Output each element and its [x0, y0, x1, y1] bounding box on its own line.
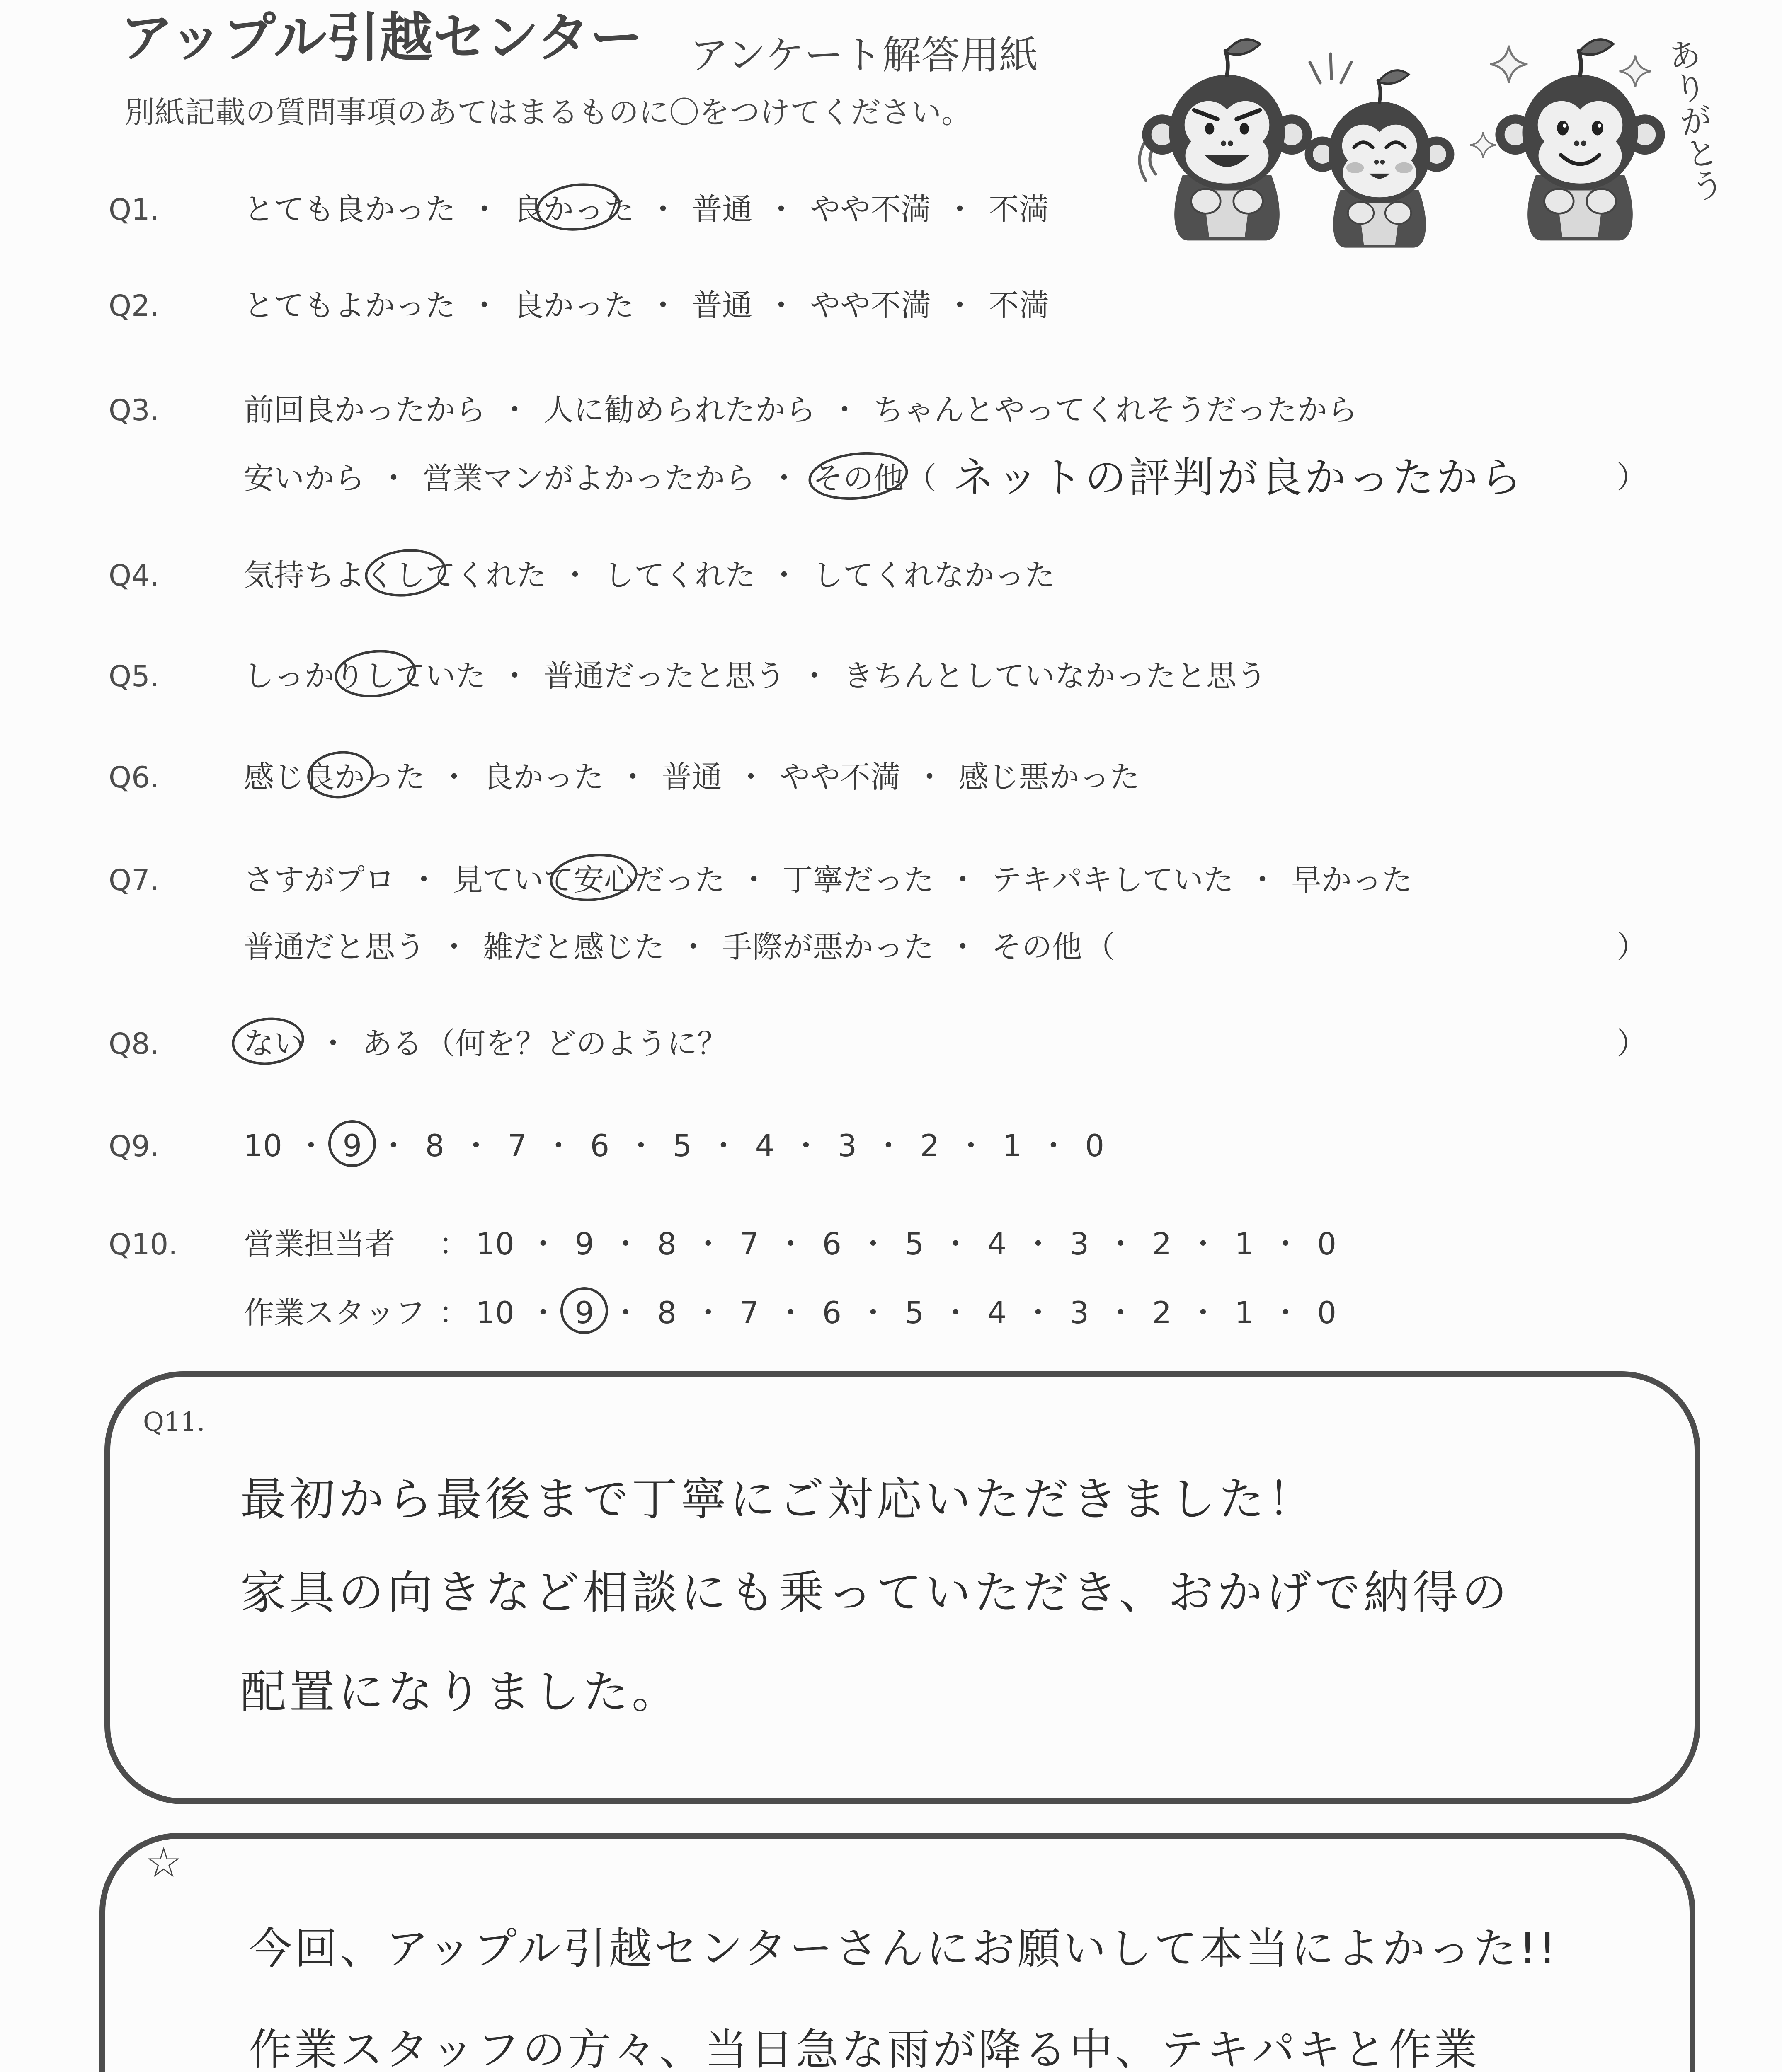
circled-option: 9	[340, 1130, 365, 1163]
paren-open: （	[906, 461, 936, 496]
question-label: Q1.	[109, 193, 159, 227]
separator: ・	[799, 658, 829, 694]
separator: ・	[775, 1295, 806, 1331]
question-label: Q10.	[109, 1227, 178, 1261]
option: テキパキしていた	[992, 862, 1234, 898]
question-label: Q2.	[109, 289, 159, 323]
option: 不満	[989, 288, 1049, 323]
option: 2	[1152, 1295, 1172, 1331]
separator: ・	[739, 862, 769, 898]
option: 1	[1002, 1128, 1022, 1164]
circled-option: 見ていて安心だった	[453, 862, 725, 898]
option: 雑だと感じた	[483, 929, 664, 965]
handwritten-answer: ネットの評判が良かったから	[953, 453, 1524, 502]
separator: ・	[693, 1295, 723, 1331]
question-3-line-2	[0, 453, 1782, 502]
separator: ・	[610, 1295, 641, 1331]
option: 良かった	[483, 760, 604, 795]
option: 10	[244, 1128, 282, 1164]
option: 前回良かったから	[244, 392, 486, 428]
option: やや不満	[810, 192, 931, 227]
separator: ・	[1023, 1295, 1053, 1331]
form-instruction: 別紙記載の質問事項のあてはまるものに〇をつけてください。	[124, 95, 972, 130]
option: 普通	[662, 760, 722, 795]
separator: ・	[829, 392, 860, 428]
separator: ・	[618, 760, 648, 795]
question-5-line-1	[0, 660, 1782, 693]
separator: ・	[948, 862, 978, 898]
question-7-line-1	[0, 864, 1782, 897]
option: とても良かった	[244, 192, 456, 227]
answer-options	[244, 394, 1358, 427]
separator: ・	[648, 288, 678, 323]
separator: ・	[1038, 1128, 1069, 1164]
answer-options	[244, 1027, 727, 1060]
separator: ・	[1270, 1227, 1301, 1262]
answer-options	[244, 660, 1267, 693]
option: 6	[822, 1227, 842, 1262]
option: 6	[590, 1128, 610, 1164]
separator: ・	[469, 192, 499, 227]
option: してくれた	[604, 558, 755, 593]
answer-options	[244, 864, 1412, 897]
question-10-line-2	[0, 1297, 1782, 1330]
separator: ・	[626, 1128, 656, 1164]
option: 3	[1069, 1295, 1089, 1331]
answer-options	[244, 289, 1049, 322]
separator: ・	[873, 1128, 904, 1164]
form-title: アンケート解答用紙	[690, 33, 1038, 78]
separator: ・	[775, 1227, 806, 1262]
option: 9	[575, 1227, 594, 1262]
option: 6	[822, 1295, 842, 1331]
handwritten-comment-line: 今回、アップル引越センターさんにお願いして本当によかった!!	[249, 1923, 1559, 1974]
separator: ・	[499, 392, 530, 428]
paren-close: ）	[1617, 1026, 1647, 1061]
option: 8	[425, 1128, 445, 1164]
option: 10	[476, 1295, 514, 1331]
separator: ・	[948, 929, 978, 965]
option: さすがプロ	[244, 862, 395, 898]
company-name: アップル引越センター	[120, 7, 643, 69]
separator: ・	[914, 760, 945, 795]
option: 1	[1234, 1295, 1254, 1331]
question-4-line-1	[0, 559, 1782, 592]
handwritten-answer-line: 家具の向きなど相談にも乗っていただき、おかげで納得の	[240, 1566, 1510, 1619]
question-10-line-1	[0, 1228, 1782, 1261]
question-7-line-2	[0, 931, 1782, 964]
option: やや不満	[780, 760, 901, 795]
separator: ・	[1247, 862, 1278, 898]
circled-option: 良かった	[513, 192, 634, 227]
colon: ：	[439, 1227, 469, 1262]
separator: ・	[769, 461, 799, 496]
separator: ・	[955, 1128, 986, 1164]
option: 普通だと思う	[244, 929, 425, 965]
separator: ・	[560, 558, 590, 593]
answer-options	[244, 931, 1115, 964]
option: 2	[920, 1128, 940, 1164]
separator: ・	[543, 1128, 574, 1164]
answer-options	[244, 559, 1055, 592]
option: 8	[657, 1295, 677, 1331]
answer-options	[244, 1297, 1339, 1330]
option: 良かった	[513, 288, 634, 323]
separator: ・	[610, 1227, 641, 1262]
option: ちゃんとやってくれそうだったから	[873, 392, 1358, 428]
question-label: Q3.	[109, 393, 159, 427]
option: 4	[755, 1128, 775, 1164]
answer-options	[244, 1228, 1339, 1261]
circled-option: しっかりしていた	[244, 658, 486, 694]
question-label: Q9.	[109, 1129, 159, 1163]
star-icon: ☆	[145, 1838, 182, 1887]
option: やや不満	[810, 288, 931, 323]
option: 3	[837, 1128, 857, 1164]
question-3-line-1	[0, 394, 1782, 427]
option: 8	[657, 1227, 677, 1262]
question-8-line-1	[0, 1027, 1782, 1060]
option: とてもよかった	[244, 288, 456, 323]
paren-close: ）	[1617, 929, 1647, 965]
option: 7	[739, 1295, 759, 1331]
separator: ・	[648, 192, 678, 227]
separator: ・	[378, 461, 409, 496]
separator: ・	[940, 1295, 971, 1331]
option: 安いから	[244, 461, 365, 496]
circled-option: 9	[572, 1297, 597, 1330]
separator: ・	[1105, 1227, 1136, 1262]
answer-options	[244, 1130, 1107, 1163]
separator: ・	[318, 1026, 348, 1061]
option: 7	[507, 1128, 527, 1164]
separator: ・	[528, 1227, 558, 1262]
option: 早かった	[1291, 862, 1412, 898]
option: 4	[987, 1227, 1007, 1262]
option: 0	[1317, 1295, 1337, 1331]
option: 普通	[692, 288, 752, 323]
option: 普通だったと思う	[543, 658, 786, 694]
rating-target-label: 営業担当者	[244, 1227, 395, 1262]
separator: ・	[1105, 1295, 1136, 1331]
option: 人に勧められたから	[543, 392, 816, 428]
option: 10	[476, 1227, 514, 1262]
option: 営業マンがよかったから	[422, 461, 755, 496]
separator: ・	[790, 1128, 821, 1164]
mascot-thank-you-text: ありがとう	[1660, 35, 1727, 205]
question-label: Q7.	[109, 863, 159, 897]
option: 7	[739, 1227, 759, 1262]
question-9-line-1	[0, 1130, 1782, 1163]
separator: ・	[469, 288, 499, 323]
separator: ・	[678, 929, 708, 965]
option: 1	[1234, 1227, 1254, 1262]
option: 5	[904, 1227, 924, 1262]
handwritten-comment-line: 作業スタッフの方々、当日急な雨が降る中、テキパキと作業	[249, 2024, 1480, 2072]
answer-options	[244, 193, 1049, 226]
circled-option: その他	[813, 461, 904, 496]
option: 普通	[692, 192, 752, 227]
separator: ・	[708, 1128, 739, 1164]
separator: ・	[766, 288, 796, 323]
option: 3	[1069, 1227, 1089, 1262]
circled-option: 感じ良かった	[244, 760, 425, 795]
separator: ・	[858, 1295, 888, 1331]
answer-options	[244, 453, 1524, 502]
option: 不満	[989, 192, 1049, 227]
separator: ・	[945, 192, 975, 227]
paren-open: （何を？どのように？	[425, 1026, 727, 1061]
separator: ・	[439, 929, 469, 965]
option: 0	[1317, 1227, 1337, 1262]
separator: ・	[736, 760, 766, 795]
separator: ・	[1270, 1295, 1301, 1331]
question-6-line-1	[0, 761, 1782, 794]
separator: ・	[1023, 1227, 1053, 1262]
option: 4	[987, 1295, 1007, 1331]
separator: ・	[439, 760, 469, 795]
colon: ：	[439, 1295, 469, 1331]
option: 2	[1152, 1227, 1172, 1262]
separator: ・	[528, 1295, 558, 1331]
separator: ・	[766, 192, 796, 227]
question-1-line-1	[0, 193, 1782, 226]
separator: ・	[499, 658, 530, 694]
option: ある	[362, 1026, 422, 1061]
question-label: Q6.	[109, 760, 159, 794]
question-2-line-1	[0, 289, 1782, 322]
separator: ・	[1188, 1227, 1218, 1262]
separator: ・	[940, 1227, 971, 1262]
option: 5	[904, 1295, 924, 1331]
circled-option: 気持ちよくしてくれた	[244, 558, 546, 593]
question-label: Q5.	[109, 659, 159, 693]
paren-close: ）	[1617, 460, 1647, 495]
separator: ・	[693, 1227, 723, 1262]
paren-open: （	[1085, 929, 1115, 965]
separator: ・	[769, 558, 799, 593]
rating-target-label: 作業スタッフ	[244, 1295, 425, 1331]
separator: ・	[461, 1128, 491, 1164]
circled-option: ない	[244, 1026, 304, 1061]
separator: ・	[945, 288, 975, 323]
option: 丁寧だった	[783, 862, 934, 898]
question-label: Q8.	[109, 1027, 159, 1061]
separator: ・	[1188, 1295, 1218, 1331]
separator: ・	[378, 1128, 409, 1164]
option: してくれなかった	[813, 558, 1055, 593]
option: 0	[1085, 1128, 1105, 1164]
option: 感じ悪かった	[958, 760, 1140, 795]
answer-options	[244, 761, 1140, 794]
handwritten-answer-line: 最初から最後まで丁寧にご対応いただきました！	[240, 1473, 1316, 1526]
option: その他	[992, 929, 1082, 965]
option: 5	[672, 1128, 692, 1164]
separator: ・	[858, 1227, 888, 1262]
question-label: Q11.	[143, 1406, 205, 1437]
option: 手際が悪かった	[722, 929, 934, 965]
separator: ・	[409, 862, 439, 898]
handwritten-answer-line: 配置になりました。	[240, 1665, 681, 1719]
option: きちんとしていなかったと思う	[843, 658, 1267, 694]
separator: ・	[296, 1128, 326, 1164]
question-label: Q4.	[109, 559, 159, 593]
